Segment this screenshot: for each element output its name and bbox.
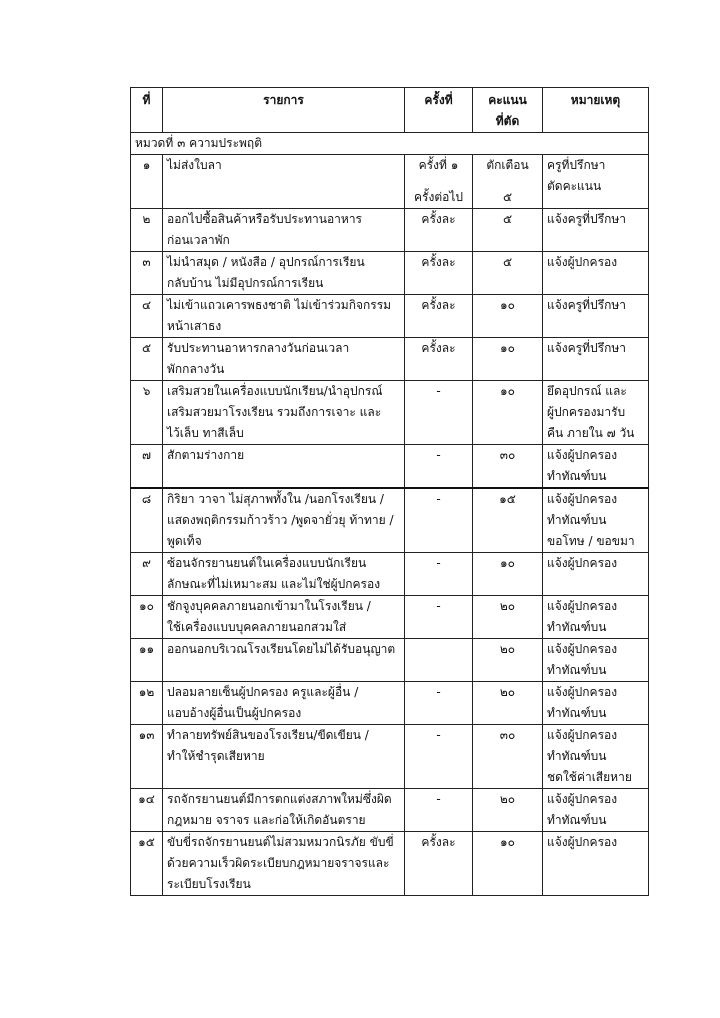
row-times-line: - — [436, 599, 441, 613]
row-score-line: ๑๕ — [499, 492, 516, 506]
row-note-line: แจ้งผู้ปกครอง — [547, 728, 618, 742]
row-score-line: ๑๐ — [500, 298, 515, 312]
header-score — [473, 88, 543, 133]
row-times — [405, 252, 473, 295]
table-row — [131, 338, 649, 381]
row-item — [163, 596, 405, 639]
row-note-line: ยึดอุปกรณ์ และ — [547, 384, 627, 398]
row-times-line: - — [436, 492, 441, 506]
row-item — [163, 155, 405, 209]
row-item-line: ชักจูงบุคคลภายนอกเข้ามาในโรงเรียน / — [167, 599, 371, 613]
row-score — [473, 295, 543, 338]
row-score-line: ๕ — [502, 212, 513, 226]
row-note — [543, 209, 649, 252]
row-score-line: ตักเตือน — [486, 158, 529, 172]
row-score-line: ๕ — [502, 255, 513, 269]
row-times-line: ครั้งละ — [421, 341, 456, 355]
row-times — [405, 155, 473, 209]
row-item-line: ทำลายทรัพย์สินของโรงเรียน/ขีดเขียน / — [167, 728, 369, 742]
row-note-line: แจ้งผู้ปกครอง — [547, 556, 618, 570]
row-score-line: ๕ — [502, 190, 513, 204]
row-note — [543, 338, 649, 381]
row-note-line: ทำทัณฑ์บน — [547, 813, 607, 827]
row-score — [473, 488, 543, 553]
row-score — [473, 338, 543, 381]
row-item-line: เสริมสวยมาโรงเรียน รวมถึงการเจาะ และ — [167, 405, 382, 419]
row-item-line: ระเบียบโรงเรียน — [167, 877, 251, 891]
header-score-line2: ที่ตัด — [495, 114, 520, 128]
row-item-line: กลับบ้าน ไม่มีอุปกรณ์การเรียน — [167, 276, 324, 290]
row-item-line: ด้วยความเร็วผิดระเบียบกฎหมายจราจรและ — [167, 856, 390, 870]
table-row — [131, 682, 649, 725]
row-item — [163, 252, 405, 295]
row-item — [163, 553, 405, 596]
row-score — [473, 252, 543, 295]
row-score — [473, 639, 543, 682]
row-number: ๗ — [131, 445, 163, 489]
row-score-line — [477, 176, 538, 187]
row-times-line: - — [436, 685, 441, 699]
row-note-line: ทำทัณฑ์บน — [547, 620, 607, 634]
row-item-line: ใช้เครื่องแบบบุคคลภายนอกสวมใส่ — [167, 620, 347, 634]
row-times — [405, 209, 473, 252]
row-times — [405, 596, 473, 639]
row-times — [405, 445, 473, 489]
row-times-line — [409, 176, 468, 187]
row-score-line: ๒๐ — [499, 792, 516, 806]
row-item-line: ไว้เล็บ ทาสีเล็บ — [167, 426, 244, 440]
row-times-line: - — [436, 792, 441, 806]
table-row — [131, 832, 649, 896]
row-item-line: รถจักรยานยนต์มีการตกแต่งสภาพใหม่ซึ่งผิด — [167, 792, 392, 806]
row-number: ๑๒ — [131, 682, 163, 725]
row-note — [543, 639, 649, 682]
row-number: ๑๔ — [131, 789, 163, 832]
row-note-line: ทำทัณฑ์บน — [547, 663, 607, 677]
row-note-line: แจ้งผู้ปกครอง — [547, 599, 618, 613]
row-item-line: ไม่เข้าแถวเคารพธงชาติ ไม่เข้าร่วมกิจกรรม — [167, 298, 392, 312]
row-score-line: ๓๐ — [499, 728, 516, 742]
row-note — [543, 252, 649, 295]
table-row — [131, 155, 649, 209]
row-times — [405, 488, 473, 553]
row-score-line: ๑๐ — [500, 835, 515, 849]
row-note-line: ทำทัณฑ์บน — [547, 706, 607, 720]
row-number: ๑๕ — [131, 832, 163, 896]
row-score — [473, 381, 543, 445]
header-row — [131, 88, 649, 133]
row-item-line: ลักษณะที่ไม่เหมาะสม และไม่ใช่ผู้ปกครอง — [167, 577, 381, 591]
row-times — [405, 832, 473, 896]
row-note — [543, 445, 649, 489]
row-score — [473, 682, 543, 725]
row-times-line: - — [436, 384, 441, 398]
row-item-line: แอบอ้างผู้อื่นเป็นผู้ปกครอง — [167, 706, 302, 720]
row-item-line: รับประทานอาหารกลางวันก่อนเวลา — [167, 341, 350, 355]
row-item — [163, 832, 405, 896]
row-times-line: - — [436, 448, 441, 462]
row-item-line: สักตามร่างกาย — [167, 448, 245, 462]
row-score — [473, 155, 543, 209]
row-note-line: แจ้งผู้ปกครอง — [547, 792, 618, 806]
row-item — [163, 295, 405, 338]
discipline-table — [130, 87, 649, 896]
row-number: ๑ — [131, 155, 163, 209]
row-note-line: ขอโทษ / ขอขมา — [547, 534, 635, 548]
row-item-line: ปลอมลายเซ็นผู้ปกครอง ครูและผู้อื่น / — [167, 685, 359, 699]
row-score-line: ๑๐ — [500, 341, 515, 355]
row-note — [543, 596, 649, 639]
row-score — [473, 832, 543, 896]
row-item-line: ทำให้ชำรุดเสียหาย — [167, 749, 265, 763]
row-note-line: แจ้งครูที่ปรึกษา — [547, 341, 626, 355]
table-row — [131, 639, 649, 682]
table-body — [131, 133, 649, 896]
row-times — [405, 682, 473, 725]
row-times-line: - — [436, 556, 441, 570]
row-item — [163, 682, 405, 725]
row-number: ๖ — [131, 381, 163, 445]
row-note — [543, 553, 649, 596]
row-item-line: ไม่นำสมุด / หนังสือ / อุปกรณ์การเรียน — [167, 255, 365, 269]
row-times — [405, 789, 473, 832]
row-item-line: กฎหมาย จราจร และก่อให้เกิดอันตราย — [167, 813, 366, 827]
section-row — [131, 133, 649, 155]
row-item — [163, 725, 405, 789]
row-item-line: ก่อนเวลาพัก — [167, 233, 230, 247]
row-score — [473, 725, 543, 789]
row-number: ๓ — [131, 252, 163, 295]
row-times-line — [409, 639, 468, 650]
row-times-line: ครั้งละ — [421, 212, 456, 226]
header-item: รายการ — [163, 88, 405, 133]
row-item-line: เสริมสวยในเครื่องแบบนักเรียน/นำอุปกรณ์ — [167, 384, 383, 398]
row-note-line: คืน ภายใน ๗ วัน — [547, 426, 635, 440]
row-score-line: ๒๐ — [499, 685, 516, 699]
row-score — [473, 209, 543, 252]
row-number: ๑๐ — [131, 596, 163, 639]
table-row — [131, 488, 649, 553]
row-note — [543, 682, 649, 725]
row-times-line: - — [436, 728, 441, 742]
row-score — [473, 596, 543, 639]
row-score-line: ๑๐ — [500, 556, 515, 570]
row-number: ๑๓ — [131, 725, 163, 789]
row-note-line: แจ้งครูที่ปรึกษา — [547, 298, 626, 312]
row-note-line: ครูที่ปรึกษา — [547, 158, 606, 172]
table-row — [131, 295, 649, 338]
row-item-line: กิริยา วาจา ไม่สุภาพทั้งใน /นอกโรงเรียน / — [167, 492, 384, 506]
row-item — [163, 488, 405, 553]
row-item — [163, 445, 405, 489]
row-times — [405, 338, 473, 381]
row-number: ๒ — [131, 209, 163, 252]
row-note-line: แจ้งผู้ปกครอง — [547, 492, 618, 506]
row-score-line: ๓๐ — [499, 448, 516, 462]
table-row — [131, 725, 649, 789]
row-note-line: แจ้งผู้ปกครอง — [547, 685, 618, 699]
row-note — [543, 295, 649, 338]
row-times — [405, 553, 473, 596]
row-score — [473, 789, 543, 832]
row-note — [543, 488, 649, 553]
header-times: ครั้งที่ — [405, 88, 473, 133]
row-number: ๑๑ — [131, 639, 163, 682]
row-note-line: ทำทัณฑ์บน — [547, 749, 607, 763]
row-note-line: ทำทัณฑ์บน — [547, 469, 607, 483]
row-times — [405, 295, 473, 338]
table-row — [131, 553, 649, 596]
row-score-line: ๒๐ — [499, 599, 516, 613]
row-note-line: แจ้งผู้ปกครอง — [547, 835, 618, 849]
row-item-line: พักกลางวัน — [167, 362, 225, 376]
table-row — [131, 209, 649, 252]
row-item-line: ออกไปซื้อสินค้าหรือรับประทานอาหาร — [167, 212, 362, 226]
row-item-line: พูดเท็จ — [167, 534, 202, 548]
row-number: ๘ — [131, 488, 163, 553]
header-note: หมายเหตุ — [543, 88, 649, 133]
row-note-line: ชดใช้ค่าเสียหาย — [547, 770, 632, 784]
row-number: ๔ — [131, 295, 163, 338]
row-times — [405, 381, 473, 445]
header-score-line1: คะแนน — [488, 93, 527, 107]
row-score — [473, 553, 543, 596]
row-item — [163, 381, 405, 445]
row-note — [543, 725, 649, 789]
row-times — [405, 725, 473, 789]
row-times-line: ครั้งต่อไป — [414, 190, 463, 204]
row-item-line: ออกนอกบริเวณโรงเรียนโดยไม่ได้รับอนุญาต — [167, 642, 396, 656]
row-score — [473, 445, 543, 489]
table-row — [131, 596, 649, 639]
table-row — [131, 252, 649, 295]
table-row — [131, 445, 649, 489]
row-note-line: แจ้งผู้ปกครอง — [547, 255, 618, 269]
table-row — [131, 381, 649, 445]
row-times — [405, 639, 473, 682]
row-item — [163, 209, 405, 252]
row-note-line: ทำทัณฑ์บน — [547, 513, 607, 527]
row-note-line: แจ้งผู้ปกครอง — [547, 642, 618, 656]
row-note-line: แจ้งครูที่ปรึกษา — [547, 212, 626, 226]
row-item-line: ไม่ส่งใบลา — [167, 158, 222, 172]
row-note-line: ผู้ปกครองมารับ — [547, 405, 626, 419]
row-item-line: หน้าเสาธง — [167, 319, 222, 333]
row-item — [163, 639, 405, 682]
row-number: ๕ — [131, 338, 163, 381]
row-item-line: ซ้อนจักรยานยนต์ในเครื่องแบบนักเรียน — [167, 556, 367, 570]
row-note-line: แจ้งผู้ปกครอง — [547, 448, 618, 462]
row-times-line: ครั้งละ — [421, 255, 456, 269]
row-item-line: ขับขี่รถจักรยานยนต์ไม่สวมหมวกนิรภัย ขับขี่ — [167, 835, 394, 849]
row-note — [543, 789, 649, 832]
row-note — [543, 155, 649, 209]
row-item — [163, 338, 405, 381]
row-note — [543, 381, 649, 445]
header-no: ที่ — [131, 88, 163, 133]
row-item-line: แสดงพฤติกรรมก้าวร้าว /พูดจายั่วยุ ท้าทาย / — [167, 513, 394, 527]
row-score-line: ๑๐ — [500, 384, 515, 398]
section-title: หมวดที่ ๓ ความประพฤติ — [131, 133, 649, 155]
row-score-line: ๒๐ — [499, 642, 516, 656]
row-note-line: ตัดคะแนน — [547, 179, 602, 193]
table-row — [131, 789, 649, 832]
row-note — [543, 832, 649, 896]
row-item — [163, 789, 405, 832]
row-number: ๙ — [131, 553, 163, 596]
row-times-line: ครั้งละ — [421, 835, 456, 849]
row-times-line: ครั้งที่ ๑ — [418, 158, 459, 172]
row-times-line: ครั้งละ — [421, 298, 456, 312]
